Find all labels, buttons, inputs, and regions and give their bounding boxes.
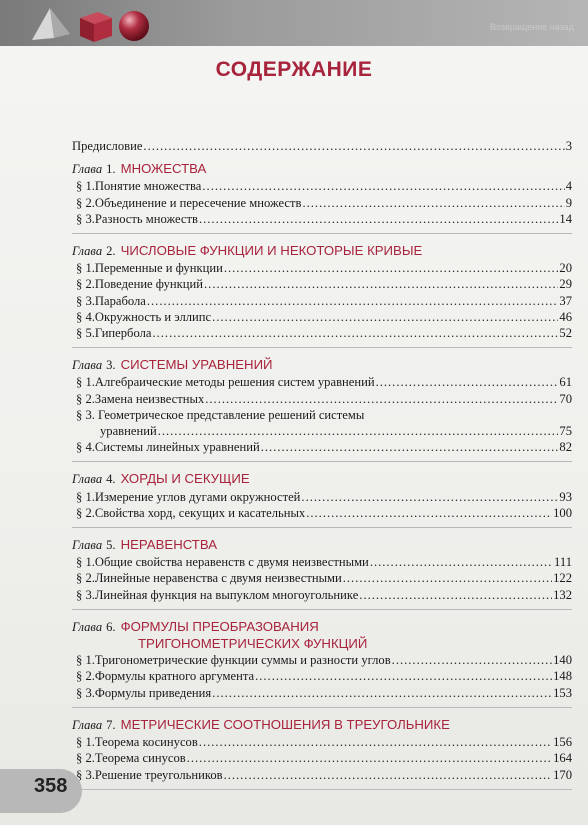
chapter-divider xyxy=(72,707,572,708)
chapter-name: ХОРДЫ И СЕКУЩИЕ xyxy=(120,471,250,487)
dot-leader xyxy=(343,570,552,586)
dot-leader xyxy=(212,309,558,325)
chapter-heading[interactable] xyxy=(72,357,572,373)
dot-leader xyxy=(158,423,559,439)
section-page: 100 xyxy=(553,505,572,520)
toc-row[interactable] xyxy=(72,767,572,783)
dot-leader xyxy=(302,195,564,211)
chapter-prefix: Глава xyxy=(72,244,103,259)
section-title: Измерение углов дугами окружностей xyxy=(94,489,301,504)
section-number: § 1. xyxy=(76,735,95,750)
toc-row[interactable] xyxy=(72,505,572,521)
dot-leader xyxy=(376,374,559,390)
chapter-name: ФОРМУЛЫ ПРЕОБРАЗОВАНИЯ xyxy=(120,618,319,634)
section-page: 148 xyxy=(553,669,572,684)
chapter-block xyxy=(72,619,572,708)
chapter-prefix: Глава xyxy=(72,162,103,177)
section-number: § 1. xyxy=(76,555,95,570)
chapter-divider xyxy=(72,609,572,610)
dot-leader xyxy=(199,211,558,227)
section-title: Объединение и пересечение множеств xyxy=(94,195,302,210)
section-page: 156 xyxy=(553,735,572,750)
chapter-heading[interactable] xyxy=(72,619,572,635)
chapter-name: ЧИСЛОВЫЕ ФУНКЦИИ И НЕКОТОРЫЕ КРИВЫЕ xyxy=(120,243,423,259)
section-number: § 2. xyxy=(76,195,95,210)
section-number: § 4. xyxy=(76,440,95,455)
toc-row[interactable] xyxy=(72,570,572,586)
section-title: Алгебраические методы решения систем уравнений xyxy=(94,375,375,390)
section-page: 46 xyxy=(559,309,572,324)
toc-row[interactable] xyxy=(72,178,572,194)
toc-row[interactable] xyxy=(72,407,572,423)
page-number: 358 xyxy=(34,775,68,797)
section-title: Линейные неравенства с двумя неизвестными xyxy=(94,571,342,586)
header-ghost-text: Возвращение назад xyxy=(490,22,574,32)
chapter-heading[interactable] xyxy=(72,717,572,733)
chapter-name: МНОЖЕСТВА xyxy=(120,161,207,177)
section-page: 29 xyxy=(559,277,572,292)
toc-row[interactable] xyxy=(72,293,572,309)
chapter-heading[interactable] xyxy=(72,161,572,177)
section-number: § 3. xyxy=(76,767,95,782)
section-title: Общие свойства неравенств с двумя неизвестными xyxy=(94,555,369,570)
chapter-prefix: Глава xyxy=(72,717,103,732)
section-number: § 3. xyxy=(76,587,95,602)
chapter-prefix: Глава xyxy=(72,472,103,487)
section-page: 153 xyxy=(553,685,572,700)
section-page: 132 xyxy=(553,587,572,602)
section-number: § 3. xyxy=(76,293,95,308)
table-of-contents xyxy=(72,138,572,790)
chapter-prefix: Глава xyxy=(72,358,103,373)
chapter-block xyxy=(72,717,572,790)
section-page: 75 xyxy=(559,424,572,439)
dot-leader xyxy=(152,325,558,341)
dot-leader xyxy=(205,391,558,407)
section-number: § 2. xyxy=(76,391,95,406)
toc-row[interactable] xyxy=(72,554,572,570)
dot-leader xyxy=(143,138,564,154)
dot-leader xyxy=(392,652,552,668)
section-page: 140 xyxy=(553,653,572,668)
dot-leader xyxy=(199,734,552,750)
section-title: Теорема косинусов xyxy=(94,735,198,750)
section-number: § 1. xyxy=(76,653,95,668)
page-title: СОДЕРЖАНИЕ xyxy=(215,58,373,81)
section-title: Переменные и функции xyxy=(94,261,223,276)
header-bar xyxy=(0,0,588,46)
section-page: 9 xyxy=(565,195,572,210)
toc-row[interactable] xyxy=(72,309,572,325)
section-title: Теорема синусов xyxy=(94,751,186,766)
dot-leader xyxy=(255,668,552,684)
section-title: Свойства хорд, секущих и касательных xyxy=(94,505,306,520)
section-title-continued: уравнений xyxy=(100,424,157,439)
pyramid-icon xyxy=(32,8,70,40)
dot-leader xyxy=(370,554,553,570)
toc-row[interactable] xyxy=(72,391,572,407)
section-page: 170 xyxy=(553,767,572,782)
toc-row[interactable] xyxy=(72,652,572,668)
section-title: Линейная функция на выпуклом многоугольнике xyxy=(94,587,359,602)
dot-leader xyxy=(261,439,559,455)
toc-row[interactable] xyxy=(72,439,572,455)
section-title: Окружность и эллипс xyxy=(94,309,212,324)
toc-row[interactable] xyxy=(72,587,572,603)
chapter-number: 5. xyxy=(106,538,116,553)
toc-row[interactable] xyxy=(72,325,572,341)
section-number: § 3. xyxy=(76,685,95,700)
section-number: § 5. xyxy=(76,326,95,341)
chapter-divider xyxy=(72,233,572,234)
chapter-number: 2. xyxy=(106,244,116,259)
chapter-name: НЕРАВЕНСТВА xyxy=(120,537,218,553)
chapter-number: 6. xyxy=(106,619,116,634)
toc-row-continuation[interactable] xyxy=(72,423,572,439)
chapter-block xyxy=(72,471,572,528)
dot-leader xyxy=(224,260,559,276)
chapter-name-continued: ТРИГОНОМЕТРИЧЕСКИХ ФУНКЦИЙ xyxy=(138,636,368,652)
section-title: Разность множеств xyxy=(94,211,198,226)
toc-row[interactable] xyxy=(72,195,572,211)
dot-leader xyxy=(187,750,552,766)
section-title: Понятие множества xyxy=(94,179,202,194)
chapter-number: 4. xyxy=(106,472,116,487)
section-page: 4 xyxy=(565,179,572,194)
toc-row[interactable] xyxy=(72,211,572,227)
chapter-heading[interactable] xyxy=(72,243,572,259)
chapter-prefix: Глава xyxy=(72,619,103,634)
section-page: 82 xyxy=(559,440,572,455)
section-number: § 1. xyxy=(76,375,95,390)
chapter-heading[interactable] xyxy=(72,471,572,487)
preface-page: 3 xyxy=(565,139,572,153)
dot-leader xyxy=(212,685,552,701)
chapter-heading[interactable] xyxy=(72,537,572,553)
toc-row[interactable] xyxy=(72,489,572,505)
dot-leader xyxy=(224,767,553,783)
section-title: Формулы приведения xyxy=(94,685,212,700)
section-page: 122 xyxy=(553,571,572,586)
section-page: 52 xyxy=(559,326,572,341)
toc-row[interactable] xyxy=(72,668,572,684)
chapter-name: СИСТЕМЫ УРАВНЕНИЙ xyxy=(120,357,273,373)
section-title: Замена неизвестных xyxy=(94,391,205,406)
section-number: § 2. xyxy=(76,571,95,586)
section-number: § 3. xyxy=(76,407,95,422)
section-number: § 3. xyxy=(76,211,95,226)
section-number: § 1. xyxy=(76,489,95,504)
dot-leader xyxy=(359,587,552,603)
section-page: 61 xyxy=(559,375,572,390)
toc-row[interactable] xyxy=(72,685,572,701)
dot-leader xyxy=(301,489,558,505)
chapter-block xyxy=(72,161,572,234)
section-title: Парабола xyxy=(94,293,146,308)
chapter-number: 3. xyxy=(106,358,116,373)
toc-row[interactable] xyxy=(72,734,572,750)
sphere-icon xyxy=(119,11,149,41)
section-number: § 2. xyxy=(76,669,95,684)
section-title: Поведение функций xyxy=(94,277,204,292)
section-title: Геометрическое представление решений системы xyxy=(98,407,365,422)
section-title: Решение треугольников xyxy=(94,767,223,782)
section-page: 37 xyxy=(559,293,572,308)
section-page: 14 xyxy=(559,211,572,226)
chapter-divider xyxy=(72,789,572,790)
section-title: Гипербола xyxy=(94,326,152,341)
cube-icon xyxy=(80,12,112,42)
chapter-block xyxy=(72,243,572,348)
chapter-name: МЕТРИЧЕСКИЕ СООТНОШЕНИЯ В ТРЕУГОЛЬНИКЕ xyxy=(120,716,450,732)
chapter-divider xyxy=(72,347,572,348)
section-page: 111 xyxy=(554,555,572,570)
section-page: 20 xyxy=(559,261,572,276)
toc-row[interactable] xyxy=(72,260,572,276)
section-page: 164 xyxy=(553,751,572,766)
section-title: Формулы кратного аргумента xyxy=(94,669,255,684)
dot-leader xyxy=(202,178,564,194)
chapter-divider xyxy=(72,461,572,462)
chapters-container xyxy=(72,161,572,790)
toc-row[interactable] xyxy=(72,750,572,766)
section-number: § 1. xyxy=(76,179,95,194)
chapter-block xyxy=(72,357,572,462)
chapter-divider xyxy=(72,527,572,528)
chapter-prefix: Глава xyxy=(72,538,103,553)
section-title: Тригонометрические функции суммы и разности углов xyxy=(94,653,391,668)
dot-leader xyxy=(204,276,558,292)
section-number: § 4. xyxy=(76,309,95,324)
section-number: § 2. xyxy=(76,277,95,292)
section-page: 93 xyxy=(559,489,572,504)
section-number: § 2. xyxy=(76,751,95,766)
preface-label: Предисловие xyxy=(72,139,143,153)
section-title: Системы линейных уравнений xyxy=(94,440,260,455)
section-number: § 1. xyxy=(76,261,95,276)
toc-row[interactable] xyxy=(72,276,572,292)
dot-leader xyxy=(306,505,552,521)
toc-row[interactable] xyxy=(72,374,572,390)
dot-leader xyxy=(147,293,559,309)
toc-row-preface[interactable] xyxy=(72,138,572,154)
chapter-number: 1. xyxy=(106,162,116,177)
chapter-block xyxy=(72,537,572,610)
section-number: § 2. xyxy=(76,505,95,520)
chapter-number: 7. xyxy=(106,717,116,732)
geometry-shapes xyxy=(8,4,158,44)
section-page: 70 xyxy=(559,391,572,406)
